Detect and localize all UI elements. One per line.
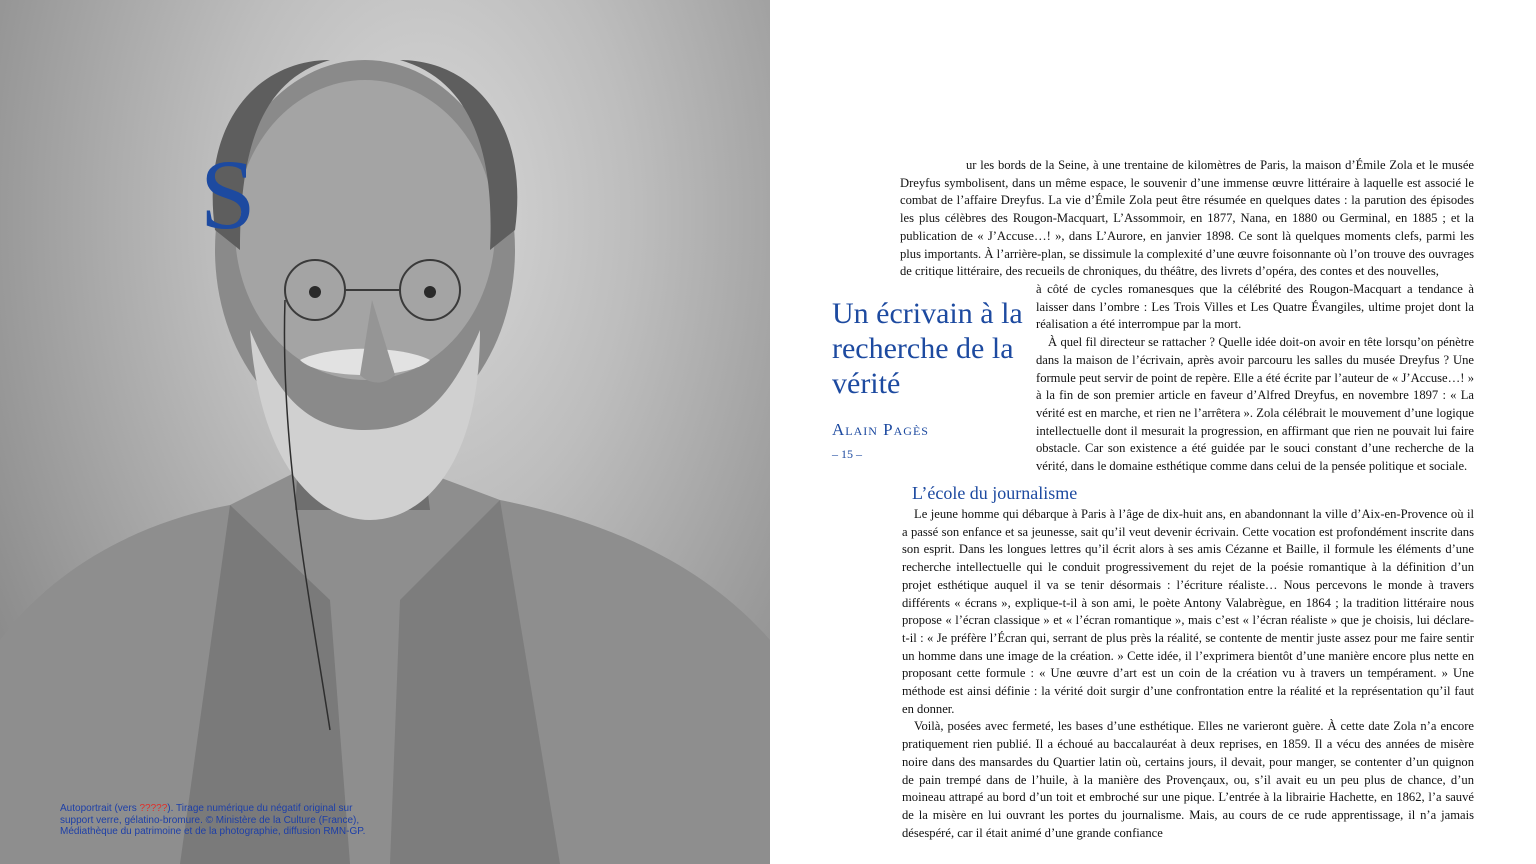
intro-paragraph-top xyxy=(900,157,1474,281)
body-paragraph-1: Le jeune homme qui débarque à Paris à l’âge de dix-huit ans, en abandonnant la ville d’Aix-en-Provence où il a passé son enfance et sa jeunesse, sait qu’il veut devenir écrivain. Cette vocation est profondément inscrite dans son esprit. Dans les longues lettres qu’il écrit alors à ses amis Cézanne et Baille, il formule les éléments d’une recherche intellectuelle qui le conduit progressivement du rejet de la poésie romantique à la définition d’un projet esthétique auquel il va se tenir désormais : l’écriture réaliste… Nous percevons le monde à travers différents « écrans », explique-t-il à son ami, le poète Antony Valabrègue, en 1864 ; la tradition littéraire nous propose « l’écran classique » et « l’écran romantique », mais c’est « l’écran réaliste » que je choisis, lui déclare-t-il : « Je préfère l’Écran qui, serrant de plus près la réalité, se contente de mentir juste assez pour me faire sentir un homme dans une image de la création. » Cette idée, il l’exprimera bientôt d’une manière encore plus nette en proposant cette formule : « Une œuvre d’art est un coin de la création vu à travers un tempérament. » Une méthode est ainsi définie : la vérité doit surgir d’une confrontation entre la réalité et la représentation qu’il faut en donner. xyxy=(902,507,1474,716)
page-number: – 15 – xyxy=(832,447,862,461)
intro-text-1: ur les bords de la Seine, à une trentaine de kilomètres de Paris, la maison d’Émile Zola et le musée Dreyfus symbolisent, dans un même espace, le souvenir d’une immense œuvre littéraire à laquelle est associé le combat de l’affaire Dreyfus. La vie d’Émile Zola peut être résumée en quelques dates : la parution des épisodes les plus célèbres des Rougon-Macquart, L’Assommoir, en 1877, Nana, en 1880 ou Germinal, en 1885 ; et la publication de « J’Accuse…! », dans L’Aurore, en janvier 1898. Ce sont là quelques moments clefs, parmi les plus importants. À l’arrière-plan, se dissimule la complexité d’une œuvre foisonnante où l’on trouve des ouvrages de critique littéraire, des recueils de chroniques, du théâtre, des livrets d’opéra, des contes et des nouvelles, xyxy=(900,158,1474,279)
caption-mark: ????? xyxy=(139,803,168,814)
article-author: Alain Pagès xyxy=(832,420,929,439)
section-title: L’école du journalisme xyxy=(912,483,1078,503)
article-title: Un écrivain à la recherche de la vérité xyxy=(832,297,1023,400)
drop-cap: S xyxy=(200,139,256,250)
caption-rest: ). Tirage numérique du négatif original sur support verre, gélatino-bromure. © Ministère de la Culture (France), Médiathèque du patrimoine et de la photographie, diffusion RMN-GP. xyxy=(60,803,366,837)
intro-text-3: À quel fil directeur se rattacher ? Quelle idée doit-on avoir en tête lorsqu’on pénètre dans la maison de l’écrivain, après avoir parcouru les salles du musée Dreyfus ? Une formule peut servir de point de repère. Elle a été écrite par l’auteur de « J’Accuse…! » à la fin de son premier article en faveur d’Alfred Dreyfus, en novembre 1897 : « La vérité est en marche, et rien ne l’arrêtera ». Zola célébrait le mouvement d’une logique intellectuelle dont il mesurait la progression, en affirmant que rien ne pouvait lui faire obstacle. Car son existence a été guidée par le souci constant d’une recherche de la vérité, dans le domaine esthétique comme dans celui de la pensée politique et sociale. xyxy=(1036,335,1474,474)
caption-prefix: Autoportrait (vers xyxy=(60,803,140,814)
intro-paragraph-right xyxy=(1036,281,1474,476)
body-paragraph-2: Voilà, posées avec fermeté, les bases d’une esthétique. Elles ne varieront guère. À cette date Zola n’a encore pratiquement rien publié. Il a échoué au baccalauréat à deux reprises, en 1859. Il a vécu des années de misère noire dans des mansardes du Quartier latin où, certains jours, il devait, pour manger, se contenter d’un quignon de pain trempé dans de l’huile, à la manière des Provençaux, ou, s’il avait eu un peu plus de chance, d’un moineau attrapé au bord d’un toit et embroché sur une pique. L’entrée à la librairie Hachette, en 1862, l’a sauvé de la misère en lui ouvrant les portes du journalisme. Mais, au cours de ce rude apprentissage, il n’a jamais désespéré, car il était animé d’une grande confiance xyxy=(902,719,1474,840)
intro-text-2: à côté de cycles romanesques que la célébrité des Rougon-Macquart a tendance à laisser dans l’ombre : Les Trois Villes et Les Quatre Évangiles, ultime projet dont la réalisation a été interrompue par la mort. xyxy=(1036,282,1474,332)
body-text xyxy=(902,506,1474,842)
photo-caption xyxy=(60,803,380,838)
